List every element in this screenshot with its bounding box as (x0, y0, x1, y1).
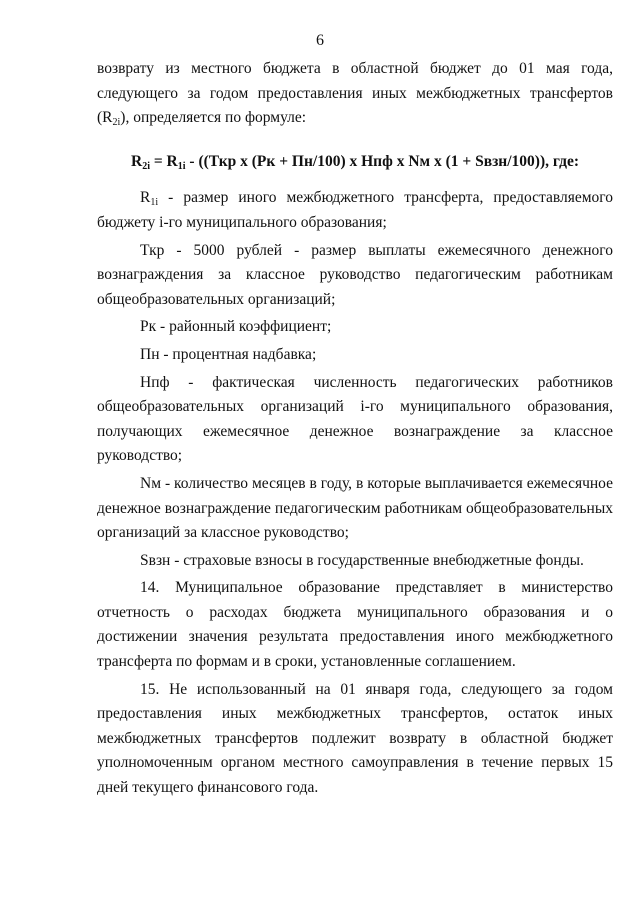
def-r1 (97, 186, 613, 235)
def-npf: Нпф - фактическая численность педагогических работников общеобразовательных организаций i-го муниципального образования, получающих ежемесячное денежное вознаграждение за классное руководство; (97, 373, 613, 465)
def-pn: Пн - процентная надбавка; (140, 345, 317, 363)
def-svzn: Sвзн - страховые взносы в государственные внебюджетные фонды. (140, 551, 584, 569)
intro-line-3: , определяется по формуле: (125, 109, 307, 127)
def-r1-text: - размер иного межбюджетного трансферта, предоставляемого бюджету i-го муниципального образования; (97, 189, 613, 231)
intro-paragraph-3 (97, 106, 613, 131)
formula-eq: = R (149, 152, 178, 170)
paragraph-15: 15. Не использованный на 01 января года, следующего за годом предоставления иных межбюджетных трансфертов, остаток иных межбюджетных трансфертов подлежит возврату в областной бюджет уполномоченным органом местного самоуправления в течение первых 15 дней текущего финансового года. (97, 680, 613, 797)
formula-lhs-sub: 2i (142, 160, 150, 172)
document-body (97, 57, 613, 801)
r2i-close: ) (120, 109, 126, 127)
def-rk: Рк - районный коэффициент; (140, 318, 332, 336)
page-number: 6 (316, 32, 324, 49)
intro-line-1: возврату из местного бюджета в областной бюджет до 01 мая года, (97, 60, 613, 77)
def-nm: Nм - количество месяцев в году, в которые выплачивается ежемесячное денежное вознаграждение педагогическим работникам общеобразовательных организаций за классное руководство; (97, 474, 613, 542)
r2i-open: (R (97, 109, 113, 127)
def-r1-sub: 1i (150, 197, 159, 209)
def-r1-sym: R (140, 189, 151, 207)
intro-paragraph-2 (97, 82, 613, 107)
intro-paragraph (97, 57, 613, 82)
formula-lhs: R (130, 152, 143, 170)
formula-r1-sub: 1i (177, 160, 186, 172)
paragraph-14: 14. Муниципальное образование представляет в министерство отчетность о расходах бюджета муниципального образования и о достижении значения результата предоставления иного межбюджетного трансферта по формам и в сроки, установленные соглашением. (97, 579, 613, 671)
intro-line-2: следующего за годом предоставления иных межбюджетных трансфертов (97, 84, 613, 102)
formula-rhs: - ((Ткр x (Рк + Пн/100) x Нпф x Nм x (1 + Sвзн/100)), где: (185, 152, 580, 170)
formula (97, 150, 613, 175)
def-tkr: Ткр - 5000 рублей - размер выплаты ежемесячного денежного вознаграждения за классное руководство педагогическим работникам общеобразовательных организаций; (97, 241, 613, 308)
r2i-sub: 2i (112, 117, 121, 129)
